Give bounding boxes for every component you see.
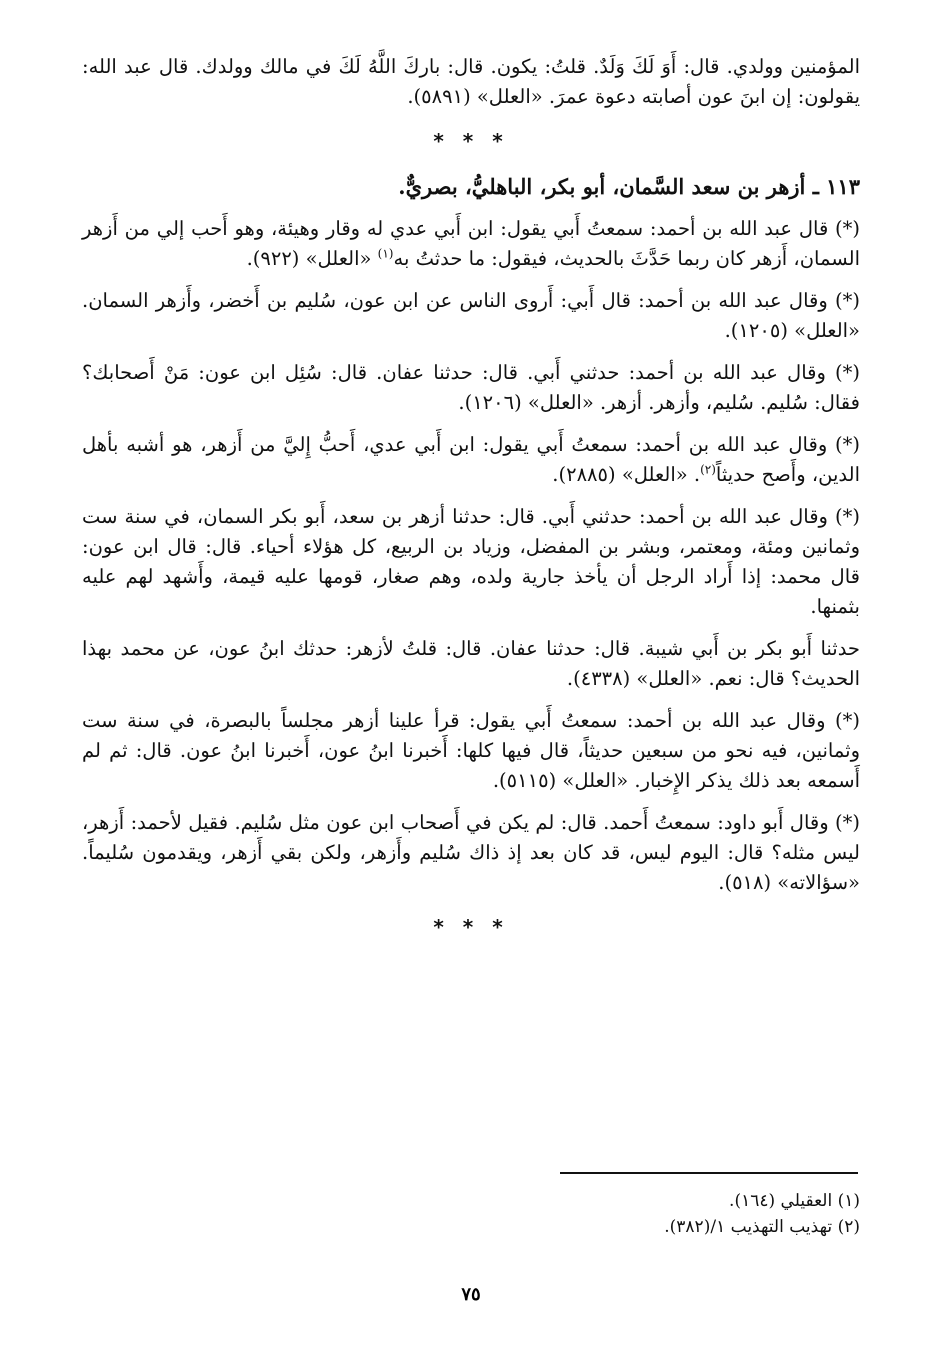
footnote-number: (٢) bbox=[837, 1217, 860, 1237]
section-separator-end: * * * bbox=[433, 915, 509, 939]
paragraph-1-text: (*) قال عبد الله بن أحمد: سمعتُ أَبي يقول: ابن أَبي عدي له وقار وهيئة، وهو أَحب إلي من أَزهر السمان، أَزهر كان ربما حَدَّثَ بالحديث، فيقول: ما حدثتُ به bbox=[82, 217, 860, 270]
paragraph-2: (*) وقال عبد الله بن أحمد: قال أَبي: أَروى الناس عن ابن عون، سُليم بن أَخضر، وأَزهر السمان. «العلل» (١٢٠٥). bbox=[82, 289, 860, 342]
footnote-divider bbox=[560, 1172, 858, 1174]
paragraph-1 bbox=[82, 214, 860, 274]
footnote-2 bbox=[82, 1214, 860, 1240]
paragraph-8: (*) وقال أَبو داود: سمعتُ أَحمد. قال: لم يكن في أَصحاب ابن عون مثل سُليم. فقيل لأحمد: أَزهر، ليس مثله؟ قال: اليوم ليس، قد كان بعد إذ ذاك سُليم وأَزهر، ولكن بقي أَزهر، ويقدمون سُليماً. «سؤالاته» (٥١٨). bbox=[82, 811, 860, 894]
page-number: ٧٥ bbox=[461, 1284, 481, 1305]
footnote-marker-2[interactable]: (٢) bbox=[700, 462, 716, 477]
paragraph-1-citation: «العلل» (٩٢٢). bbox=[246, 247, 378, 270]
entry-heading: ١١٣ ـ أزهر بن سعد السَّمان، أبو بكر، الباهليُّ، بصريٌّ. bbox=[398, 174, 860, 199]
footnote-number: (١) bbox=[837, 1191, 860, 1211]
footnotes bbox=[82, 1188, 860, 1240]
footnote-text: العقيلي (١٦٤). bbox=[729, 1191, 833, 1211]
paragraph-4 bbox=[82, 430, 860, 490]
paragraph-3: (*) وقال عبد الله بن أحمد: حدثني أَبي. قال: حدثنا عفان. قال: سُئِل ابن عون: مَنْ أَصحابك؟ فقال: سُليم. سُليم، وأزهر. أزهر. «العلل» (١٢٠٦). bbox=[82, 361, 860, 414]
paragraph-6: حدثنا أَبو بكر بن أَبي شيبة. قال: حدثنا عفان. قال: قلتُ لأزهر: حدثك ابنُ عون، عن محمد بهذا الحديث؟ قال: نعم. «العلل» (٤٣٣٨). bbox=[82, 637, 860, 690]
paragraph-5: (*) وقال عبد الله بن أحمد: حدثني أَبي. قال: حدثنا أزهر بن سعد، أَبو بكر السمان، في سنة ست وثمانين ومئة، ومعتمر، وبشر بن المفضل، وزياد بن الربيع، كل هؤلاء أحياء. قال: قال ابن عون: قال محمد: إذا أَراد الرجل أن يأخذ جارية ولده، وهم صغار، قومها عليه قيمة، وأَشهد لهم عليه بثمنها. bbox=[82, 505, 860, 618]
paragraph-4-text: (*) وقال عبد الله بن أحمد: سمعتُ أَبي يقول: ابن أَبي عدي، أَحبُّ إِليَّ من أَزهر، هو أشبه بأهل الدين، وأَصح حديثاً bbox=[82, 433, 860, 486]
footnote-text: تهذيب التهذيب ١/(٣٨٢). bbox=[664, 1217, 833, 1237]
paragraph-4-citation: . «العلل» (٢٨٨٥). bbox=[552, 463, 701, 486]
footnote-1 bbox=[82, 1188, 860, 1214]
section-separator: * * * bbox=[433, 129, 509, 153]
footnote-marker-1[interactable]: (١) bbox=[377, 246, 394, 261]
top-paragraph: المؤمنين وولدي. قال: أَوَ لَكَ وَلَدٌ. قلتُ: يكون. قال: باركَ اللَّهُ لَكَ في مالك وولدك. قال عبد الله: يقولون: إن ابنَ عون أصابته دعوة عمرَ. «العلل» (٥٨٩١). bbox=[82, 55, 860, 108]
paragraph-7: (*) وقال عبد الله بن أحمد: سمعتُ أَبي يقول: قرأ علينا أزهر مجلساً بالبصرة، في سنة ست وثمانين، فيه نحو من سبعين حديثاً، قال فيها كلها: أَخبرنا ابنُ عون، أَخبرنا ابنُ عون. قال: ثم لم أَسمعه بعد ذلك يذكر الإِخبار. «العلل» (٥١١٥). bbox=[82, 709, 860, 792]
page-body bbox=[82, 52, 860, 958]
